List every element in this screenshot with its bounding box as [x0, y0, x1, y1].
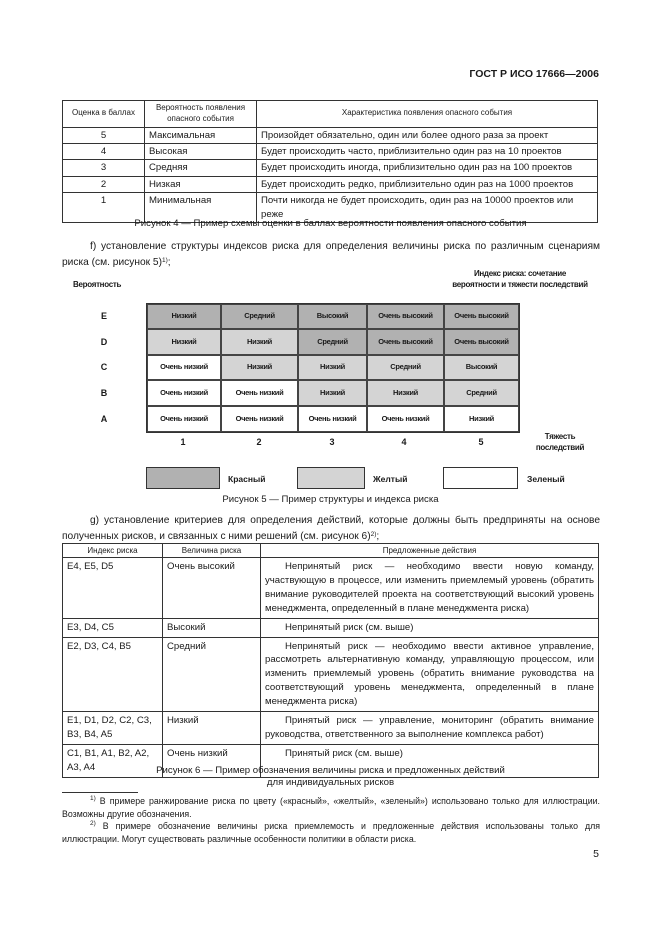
- risk-cell: Средний: [367, 355, 444, 380]
- column-label: 1: [180, 437, 186, 447]
- table-cell-description: Произойдет обязательно, один или более одного раза за проект: [257, 127, 598, 143]
- page-number: 5: [593, 848, 599, 860]
- table-cell-magnitude: Средний: [163, 637, 261, 712]
- risk-cell: Низкий: [147, 304, 221, 329]
- table-cell-level: Средняя: [145, 160, 257, 176]
- legend-swatch-green: [443, 467, 518, 489]
- risk-cell: Низкий: [221, 329, 298, 355]
- probability-axis-label: Вероятность: [73, 280, 122, 289]
- risk-cell: Очень низкий: [221, 380, 298, 406]
- table-cell-actions: Принятый риск (см. выше): [261, 744, 599, 777]
- row-label: D: [100, 337, 108, 347]
- table-cell-description: Будет происходить часто, приблизительно один раз на 10 проектов: [257, 144, 598, 160]
- legend-label-yellow: Желтый: [373, 474, 408, 484]
- risk-cell: Низкий: [298, 380, 367, 406]
- table-cell-actions: Непринятый риск — необходимо ввести активное управление, рассмотреть альтернативную команду, управляющую процессом, или изменить приемлемый уровень (обратить внимание руководства на соответствующий уровень менеджмента, определенный в плане менеджмента риска): [261, 637, 599, 712]
- table-row: [63, 618, 599, 637]
- risk-cell: Очень низкий: [147, 355, 221, 380]
- table-cell-score: 4: [63, 144, 145, 160]
- table-cell-magnitude: Низкий: [163, 712, 261, 745]
- footnote-mark: 2): [90, 820, 96, 827]
- column-header: Оценка в баллах: [63, 101, 145, 128]
- probability-score-table: [62, 100, 598, 223]
- column-header: Индекс риска: [63, 544, 163, 558]
- table-header-row: [63, 101, 598, 128]
- footnote-1: [62, 795, 600, 820]
- standard-header: ГОСТ Р ИСО 17666—2006: [469, 68, 599, 80]
- paragraph-f: [62, 239, 600, 271]
- risk-cell: Очень высокий: [367, 329, 444, 355]
- footnote-ref: 1): [161, 257, 168, 264]
- table-cell-description: Почти никогда не будет происходить, один раз на 10000 проектов или реже: [257, 193, 598, 223]
- table-cell-score: 3: [63, 160, 145, 176]
- row-label: E: [100, 311, 107, 321]
- table-cell-level: Высокая: [145, 144, 257, 160]
- risk-matrix: [146, 303, 520, 433]
- table-cell-magnitude: Высокий: [163, 618, 261, 637]
- table-row: [63, 558, 599, 619]
- paragraph-f-tail: ;: [167, 257, 171, 268]
- column-header: Предложенные действия: [261, 544, 599, 558]
- table-row: [63, 712, 599, 745]
- table-cell-actions: Принятый риск — управление, мониторинг (обратить внимание руководства, ответственного за выполнение комплекса работ): [261, 712, 599, 745]
- table-cell-description: Будет происходить редко, приблизительно один раз на 1000 проектов: [257, 176, 598, 192]
- row-label: B: [100, 388, 108, 398]
- risk-cell: Очень низкий: [221, 406, 298, 432]
- footnote-divider: [62, 792, 138, 793]
- paragraph-g-text: g) установление критериев для определения действий, которые должны быть предприняты на основе полученных рисков, и связанных с ними решений (см. рисунок 6): [62, 515, 600, 542]
- table-cell-index: E3, D4, C5: [63, 618, 163, 637]
- legend-swatch-yellow: [297, 467, 365, 489]
- table-cell-magnitude: Очень низкий: [163, 744, 261, 777]
- risk-cell: Средний: [298, 329, 367, 355]
- table-row: [63, 144, 598, 160]
- footnote-ref: 2): [370, 531, 377, 538]
- risk-index-title: Индекс риска: сочетание вероятности и тяжести последствий: [452, 269, 588, 289]
- table-cell-index: E2, D3, C4, B5: [63, 637, 163, 712]
- figure6-caption-line1: Рисунок 6 — Пример обозначения величины риска и предложенных действий: [156, 765, 505, 776]
- row-label: C: [100, 362, 108, 372]
- severity-axis-label: Тяжесть последствий: [535, 432, 585, 452]
- column-header: Величина риска: [163, 544, 261, 558]
- risk-cell: Очень высокий: [367, 304, 444, 329]
- table-cell-index: C1, B1, A1, B2, A2, A3, A4: [63, 744, 163, 777]
- paragraph-f-text: f) установление структуры индексов риска для определения величины риска по различным сценариям риска (см. рисунок 5): [62, 241, 600, 268]
- table-cell-level: Максимальная: [145, 127, 257, 143]
- table-cell-score: 2: [63, 176, 145, 192]
- table-cell-level: Минимальная: [145, 193, 257, 223]
- column-label: 3: [329, 437, 335, 447]
- footnote-text: В примере ранжирование риска по цвету («красный», «желтый», «зеленый») использовано только для иллюстрации. Возможны другие обозначения.: [62, 796, 600, 819]
- risk-cell: Низкий: [147, 329, 221, 355]
- column-label: 4: [401, 437, 407, 447]
- table-cell-description: Будет происходить иногда, приблизительно один раз на 100 проектов: [257, 160, 598, 176]
- table-cell-actions: Непринятый риск — необходимо ввести новую команду, участвующую в процессе, или изменить приемлемый уровень (обратить внимание руководителей проекта на соответствующий высокий уровень менеджмента, определенный в плане менеджмента риска): [261, 558, 599, 619]
- risk-cell: Высокий: [298, 304, 367, 329]
- table-cell-index: E1, D1, D2, C2, C3, B3, B4, A5: [63, 712, 163, 745]
- paragraph-g-tail: ;: [376, 531, 380, 542]
- risk-cell: Очень низкий: [298, 406, 367, 432]
- column-label: 2: [256, 437, 262, 447]
- table-cell-magnitude: Очень высокий: [163, 558, 261, 619]
- table-cell-level: Низкая: [145, 176, 257, 192]
- table-cell-score: 1: [63, 193, 145, 223]
- table-cell-index: E4, E5, D5: [63, 558, 163, 619]
- risk-actions-table: [62, 543, 599, 778]
- risk-cell: Низкий: [367, 380, 444, 406]
- risk-cell: Очень высокий: [444, 304, 519, 329]
- table-cell-actions: Непринятый риск (см. выше): [261, 618, 599, 637]
- legend-swatch-red: [146, 467, 220, 489]
- table-header-row: [63, 544, 599, 558]
- figure5-caption: Рисунок 5 — Пример структуры и индекса риска: [222, 494, 439, 505]
- legend-label-green: Зеленый: [527, 474, 565, 484]
- risk-cell: Низкий: [221, 355, 298, 380]
- risk-cell: Низкий: [444, 406, 519, 432]
- figure6-caption-line2: для индивидуальных рисков: [266, 777, 395, 788]
- risk-cell: Очень низкий: [147, 380, 221, 406]
- footnote-2: [62, 820, 600, 845]
- footnote-mark: 1): [90, 795, 96, 802]
- table-cell-score: 5: [63, 127, 145, 143]
- figure4-caption: Рисунок 4 — Пример схемы оценки в баллах вероятности появления опасного события: [134, 218, 527, 229]
- column-header: Характеристика появления опасного события: [257, 101, 598, 128]
- table-row: [63, 127, 598, 143]
- legend-label-red: Красный: [228, 474, 266, 484]
- column-header: Вероятность появления опасного события: [145, 101, 257, 128]
- risk-cell: Очень низкий: [367, 406, 444, 432]
- risk-cell: Очень высокий: [444, 329, 519, 355]
- risk-cell: Очень низкий: [147, 406, 221, 432]
- paragraph-g: [62, 513, 600, 545]
- footnote-text: В примере обозначение величины риска приемлемость и предложенные действия использованы только для иллюстрации. Могут существовать различные особенности политики в области риска.: [62, 821, 600, 844]
- table-row: [63, 160, 598, 176]
- column-label: 5: [478, 437, 484, 447]
- risk-cell: Высокий: [444, 355, 519, 380]
- table-row: [63, 176, 598, 192]
- table-row: [63, 637, 599, 712]
- risk-cell: Средний: [444, 380, 519, 406]
- risk-cell: Низкий: [298, 355, 367, 380]
- risk-cell: Средний: [221, 304, 298, 329]
- row-label: A: [100, 414, 108, 424]
